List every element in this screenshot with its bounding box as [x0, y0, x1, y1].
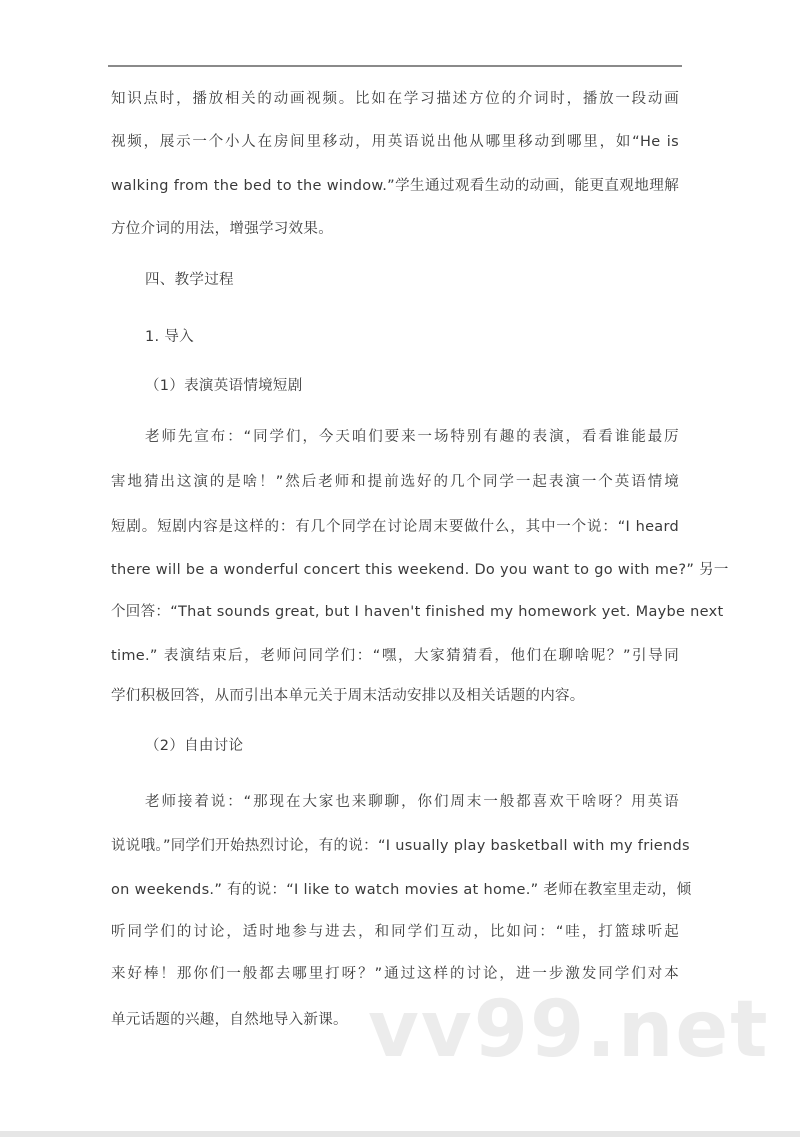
paragraph-line: 学们积极回答，从而引出本单元关于周末活动安排以及相关话题的内容。 [111, 688, 585, 704]
paragraph-line: there will be a wonderful concert this weekend. Do you want to go with me?” 另一 [111, 562, 729, 578]
paragraph-line: 说说哦。”同学们开始热烈讨论，有的说：“I usually play basketball with my friends [111, 838, 690, 854]
paragraph-line: 老师接着说：“那现在大家也来聊聊，你们周末一般都喜欢干啥呀？用英语 [145, 794, 679, 810]
paragraph-line: 视频，展示一个小人在房间里移动，用英语说出他从哪里移动到哪里，如“He is [111, 134, 679, 150]
paragraph-line: 听同学们的讨论，适时地参与进去，和同学们互动，比如问：“哇，打篮球听起 [111, 924, 679, 940]
section-heading: 1. 导入 [145, 329, 194, 345]
header-rule [108, 65, 682, 67]
paragraph-line: walking from the bed to the window.”学生通过观看生动的动画，能更直观地理解 [111, 178, 679, 194]
paragraph-line: 方位介词的用法，增强学习效果。 [111, 221, 333, 237]
watermark: vv99.net [368, 985, 770, 1075]
paragraph-line: 来好棒！那你们一般都去哪里打呀？”通过这样的讨论，进一步激发同学们对本 [111, 966, 679, 982]
paragraph-line: 害地猜出这演的是啥！”然后老师和提前选好的几个同学一起表演一个英语情境 [111, 474, 679, 490]
paragraph-line: 短剧。短剧内容是这样的：有几个同学在讨论周末要做什么，其中一个说：“I heard [111, 519, 679, 535]
paragraph-line: 老师先宣布：“同学们，今天咱们要来一场特别有趣的表演，看看谁能最厉 [145, 429, 679, 445]
section-heading: 四、教学过程 [145, 272, 234, 288]
section-heading: （1）表演英语情境短剧 [145, 378, 303, 394]
paragraph-line: 知识点时，播放相关的动画视频。比如在学习描述方位的介词时，播放一段动画 [111, 91, 679, 107]
section-heading: （2）自由讨论 [145, 738, 244, 754]
paragraph-line: time.” 表演结束后，老师问同学们：“嘿，大家猜猜看，他们在聊啥呢？”引导同 [111, 648, 679, 664]
paragraph-line: on weekends.” 有的说：“I like to watch movies at home.” 老师在教室里走动，倾 [111, 882, 692, 898]
paragraph-line: 单元话题的兴趣，自然地导入新课。 [111, 1012, 348, 1028]
paragraph-line: 个回答：“That sounds great, but I haven't finished my homework yet. Maybe next [111, 604, 724, 620]
page-bottom-edge [0, 1131, 800, 1137]
